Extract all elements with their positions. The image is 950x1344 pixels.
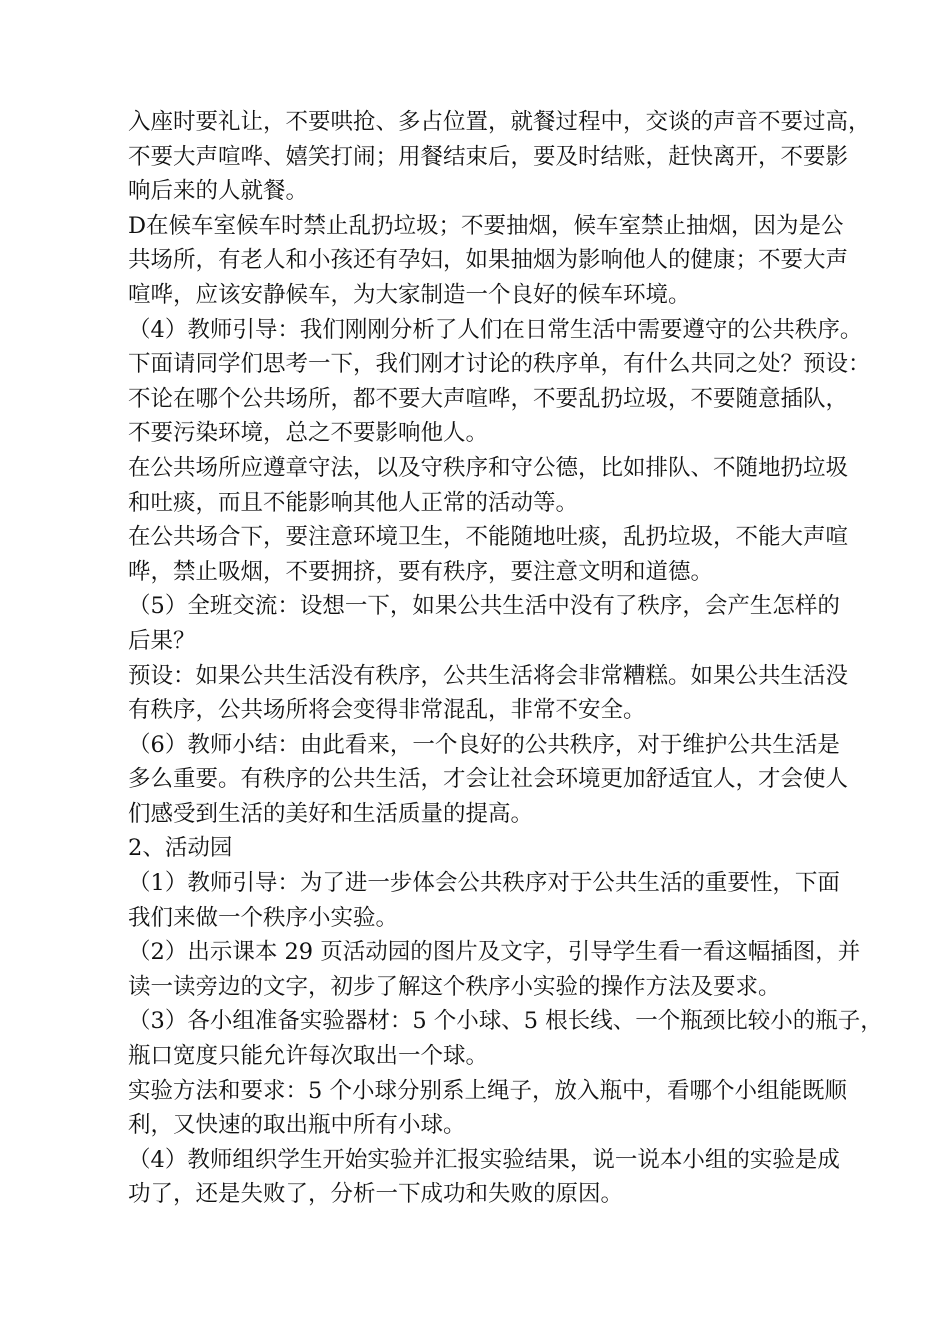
text-line: 不论在哪个公共场所，都不要大声喧哗，不要乱扔垃圾，不要随意插队， xyxy=(128,385,849,412)
text-line: 响后来的人就餐。 xyxy=(128,178,309,205)
text-line: （4）教师引导：我们刚刚分析了人们在日常生活中需要遵守的公共秩序。 xyxy=(128,316,863,343)
text-line: （5）全班交流：设想一下，如果公共生活中没有了秩序，会产生怎样的 xyxy=(128,593,840,620)
text-line: （1）教师引导：为了进一步体会公共秩序对于公共生活的重要性，下面 xyxy=(128,870,840,897)
text-line: 我们来做一个秩序小实验。 xyxy=(128,904,399,931)
text-line: 瓶口宽度只能允许每次取出一个球。 xyxy=(128,1043,489,1070)
text-line: 读一读旁边的文字，初步了解这个秩序小实验的操作方法及要求。 xyxy=(128,973,781,1000)
text-line: （6）教师小结：由此看来，一个良好的公共秩序，对于维护公共生活是 xyxy=(128,731,840,758)
text-line: 和吐痰，而且不能影响其他人正常的活动等。 xyxy=(128,489,579,516)
text-line: 不要大声喧哗、嬉笑打闹；用餐结束后，要及时结账，赶快离开，不要影 xyxy=(128,143,849,170)
text-line: 在公共场合下，要注意环境卫生，不能随地吐痰，乱扔垃圾，不能大声喧 xyxy=(128,524,849,551)
text-line: 实验方法和要求：5 个小球分别系上绳子，放入瓶中，看哪个小组能既顺 xyxy=(128,1077,847,1104)
text-line: D在候车室候车时禁止乱扔垃圾；不要抽烟，候车室禁止抽烟，因为是公 xyxy=(128,212,844,239)
document-body xyxy=(128,105,883,1212)
text-line: 在公共场所应遵章守法，以及守秩序和守公德，比如排队、不随地扔垃圾 xyxy=(128,454,849,481)
text-line: 喧哗，应该安静候车，为大家制造一个良好的候车环境。 xyxy=(128,281,691,308)
text-line: 利，又快速的取出瓶中所有小球。 xyxy=(128,1112,466,1139)
text-line: 下面请同学们思考一下，我们刚才讨论的秩序单，有什么共同之处？预设： xyxy=(128,351,871,378)
text-line: （4）教师组织学生开始实验并汇报实验结果，说一说本小组的实验是成 xyxy=(128,1146,840,1173)
text-line: 共场所，有老人和小孩还有孕妇，如果抽烟为影响他人的健康；不要大声 xyxy=(128,247,849,274)
text-line: 哗，禁止吸烟，不要拥挤，要有秩序，要注意文明和道德。 xyxy=(128,558,714,585)
text-line: 不要污染环境，总之不要影响他人。 xyxy=(128,420,489,447)
text-line: 们感受到生活的美好和生活质量的提高。 xyxy=(128,800,534,827)
text-line: （2）出示课本 29 页活动园的图片及文字，引导学生看一看这幅插图，并 xyxy=(128,939,861,966)
text-line: 多么重要。有秩序的公共生活，才会让社会环境更加舒适宜人，才会使人 xyxy=(128,766,849,793)
text-line: 有秩序，公共场所将会变得非常混乱，非常不安全。 xyxy=(128,697,646,724)
section-heading: 2、活动园 xyxy=(128,835,233,862)
text-line: （3）各小组准备实验器材：5 个小球、5 根长线、一个瓶颈比较小的瓶子， xyxy=(128,1008,883,1035)
text-line: 预设：如果公共生活没有秩序，公共生活将会非常糟糕。如果公共生活没 xyxy=(128,662,849,689)
text-line: 后果？ xyxy=(128,627,196,654)
text-line: 功了，还是失败了，分析一下成功和失败的原因。 xyxy=(128,1181,624,1208)
text-line: 入座时要礼让，不要哄抢、多占位置，就餐过程中，交谈的声音不要过高， xyxy=(128,109,871,135)
